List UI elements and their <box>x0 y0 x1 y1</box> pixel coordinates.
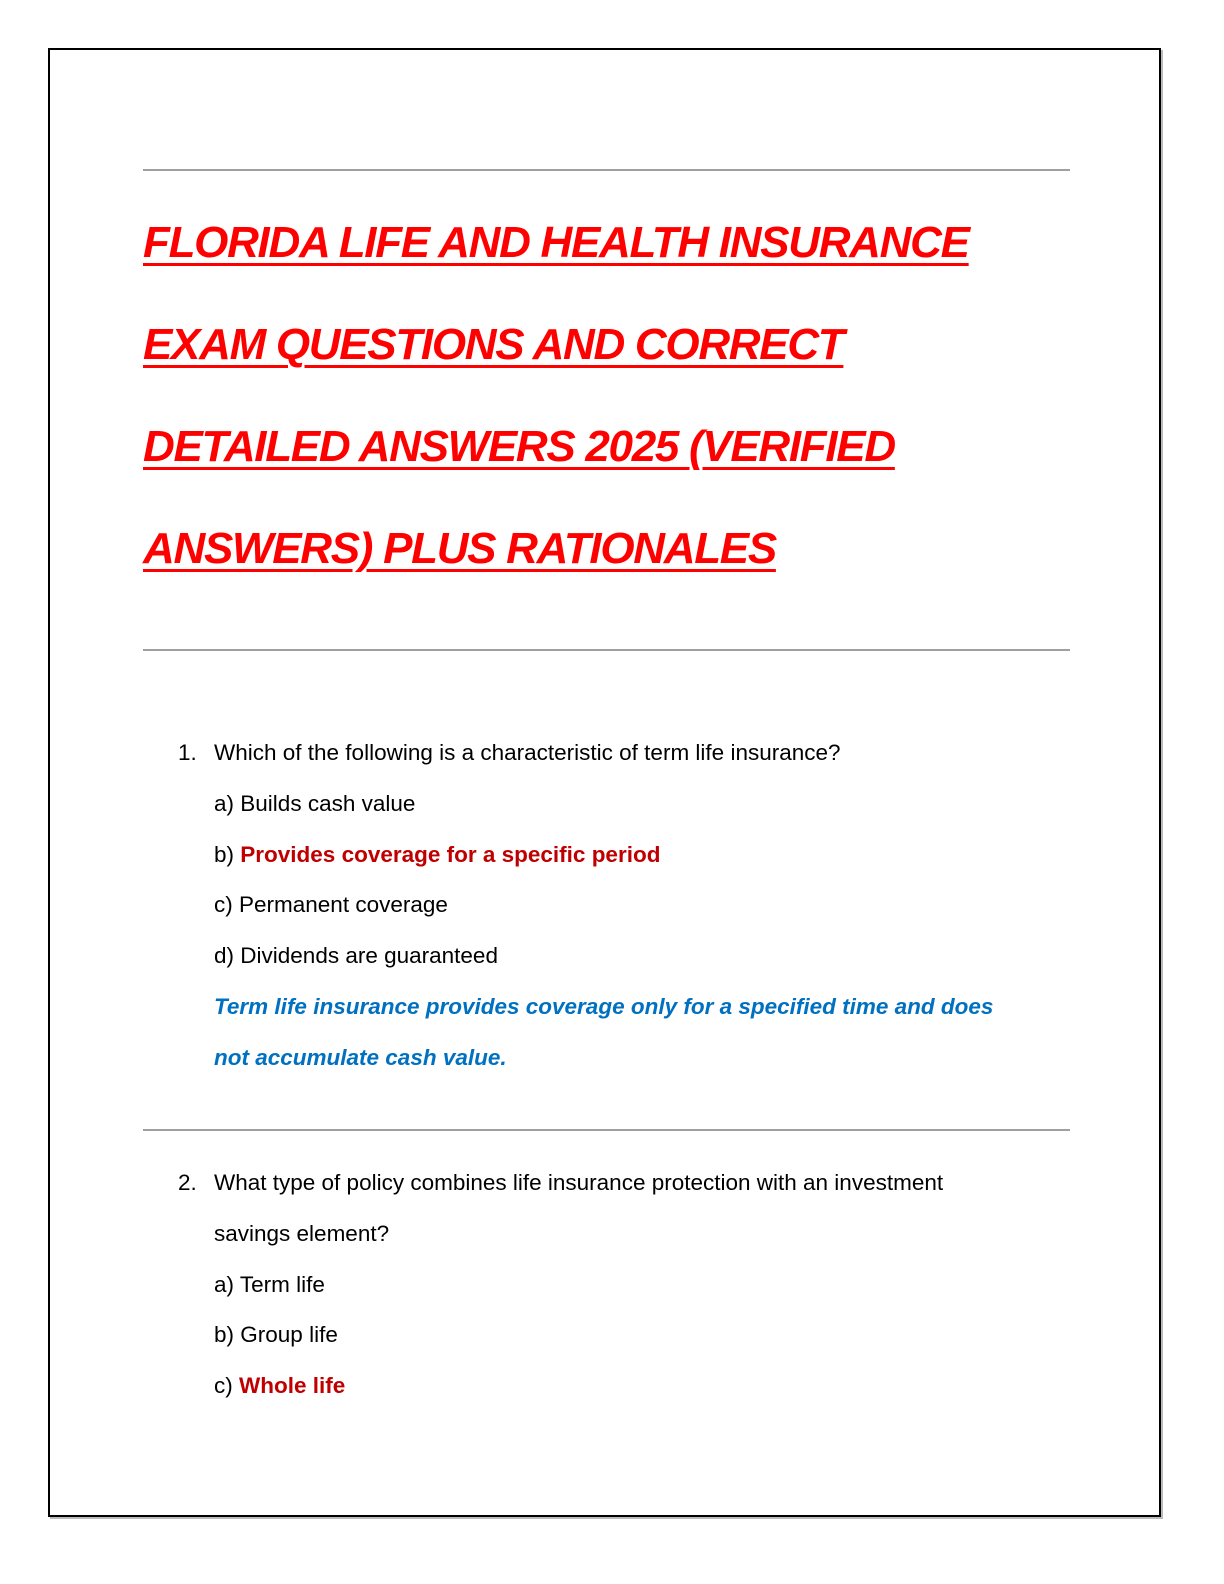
option-letter: b) <box>214 842 235 867</box>
option-text: Permanent coverage <box>239 892 448 917</box>
correct-answer: Provides coverage for a specific period <box>240 842 661 867</box>
divider-after-title <box>143 649 1070 651</box>
option-letter: c) <box>214 1373 233 1398</box>
title-line-2: EXAM QUESTIONS AND CORRECT <box>143 320 844 369</box>
question-2-option-b <box>214 1322 338 1348</box>
title-line-1: FLORIDA LIFE AND HEALTH INSURANCE <box>143 218 969 267</box>
option-letter: d) <box>214 943 235 968</box>
option-text: Term life <box>239 1272 325 1297</box>
option-letter: a) <box>214 1272 235 1297</box>
question-1-number: 1. <box>178 740 197 765</box>
question-1-rationale-line-2: not accumulate cash value. <box>214 1045 507 1070</box>
option-text: Dividends are guaranteed <box>240 943 498 968</box>
question-1-option-c <box>214 892 448 918</box>
divider-top <box>143 169 1070 171</box>
option-letter: c) <box>214 892 233 917</box>
question-1-option-a <box>214 791 415 817</box>
option-text: Builds cash value <box>240 791 416 816</box>
option-text: Group life <box>240 1322 338 1347</box>
question-1-rationale-line-1: Term life insurance provides coverage only for a specified time and does <box>214 994 994 1019</box>
title-line-3: DETAILED ANSWERS 2025 (VERIFIED <box>143 422 895 471</box>
option-letter: a) <box>214 791 235 816</box>
question-2-text-line-2: savings element? <box>214 1221 390 1246</box>
document-title <box>143 192 1103 600</box>
question-1-option-d <box>214 943 498 969</box>
option-letter: b) <box>214 1322 235 1347</box>
question-2-option-c <box>214 1373 345 1399</box>
divider-after-question-1 <box>143 1129 1070 1131</box>
question-2-number: 2. <box>178 1170 197 1195</box>
question-1-option-b <box>214 842 660 868</box>
title-line-4: ANSWERS) PLUS RATIONALES <box>143 524 776 573</box>
correct-answer: Whole life <box>239 1373 346 1398</box>
question-1-text: Which of the following is a characteristic of term life insurance? <box>214 740 841 765</box>
question-2-text-line-1: What type of policy combines life insurance protection with an investment <box>214 1170 944 1195</box>
question-2-option-a <box>214 1272 325 1298</box>
